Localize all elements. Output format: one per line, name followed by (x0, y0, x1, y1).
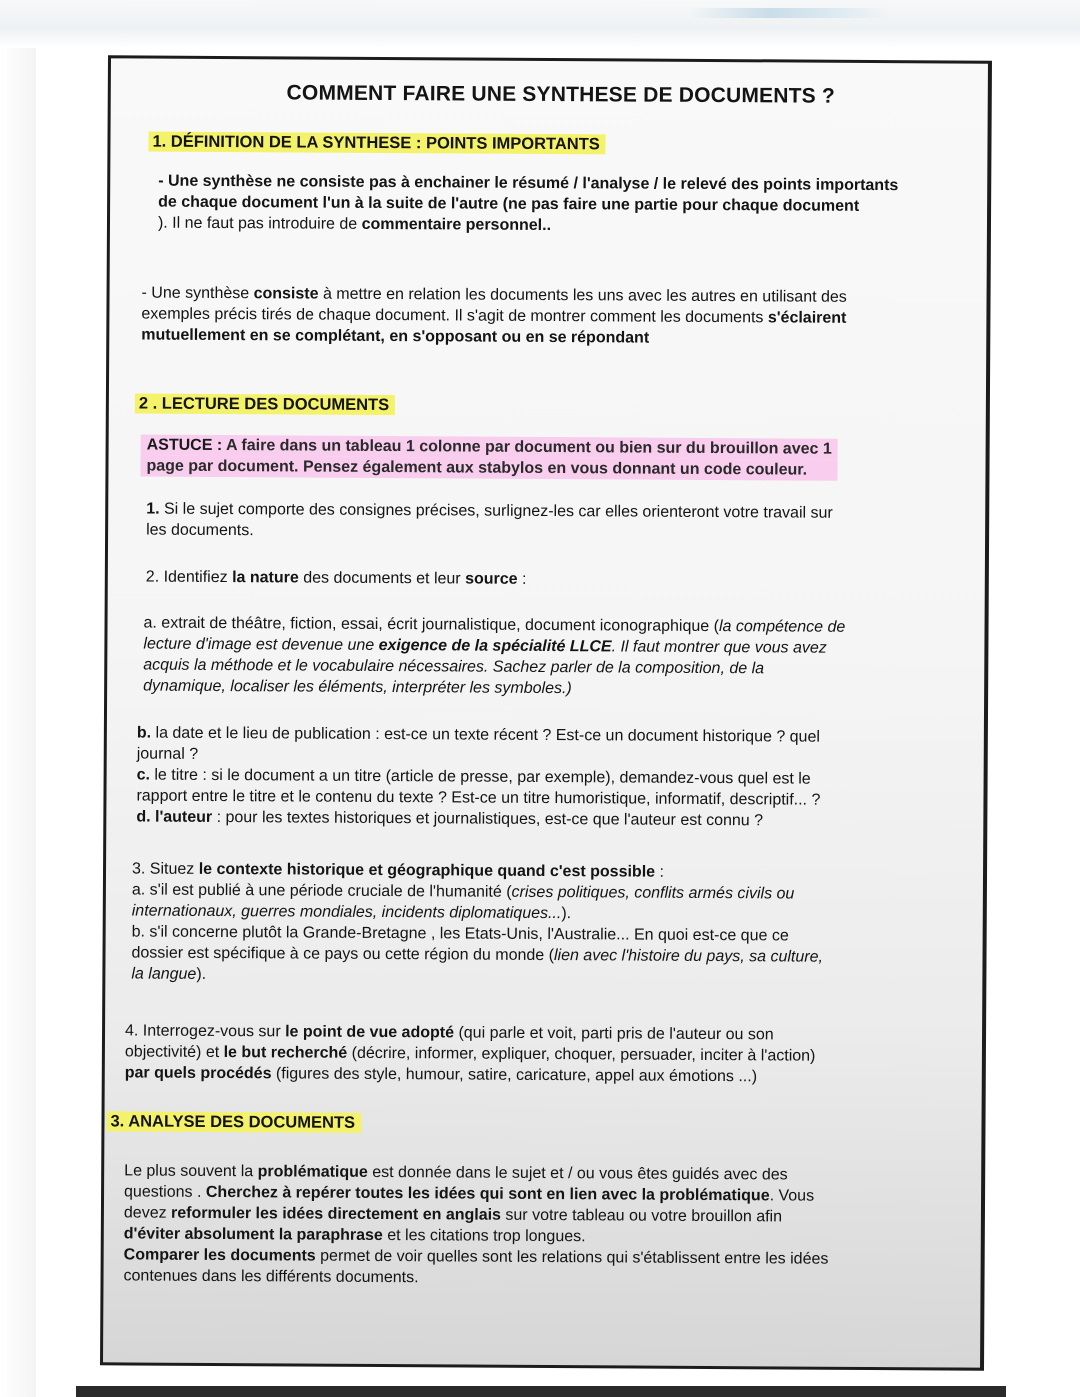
item2c (136, 765, 966, 833)
item4-line1-b: le point de vue adopté (285, 1023, 455, 1042)
item3-line2-a: a. s'il est publié à une période cruciale de l'humanité ( (131, 881, 512, 901)
item4-line2-b: le but recherché (223, 1044, 348, 1062)
s3-line4-b: et les citations trop longues. (382, 1227, 586, 1246)
section1-paragraph1 (158, 171, 958, 239)
s3-line3-b: reformuler les idées directement en anglais (171, 1204, 502, 1224)
item4-line2-a: objectivité) et (124, 1043, 224, 1062)
item2a-line1-b: la compétence de (718, 618, 846, 636)
item3 (131, 858, 972, 989)
item2d-b: : pour les textes historiques et journalistiques, est-ce que l'auteur est connu ? (212, 808, 764, 830)
item4-line3-a: par quels procédés (124, 1064, 272, 1083)
s1p2-line1-b: consiste (253, 285, 319, 303)
item2a-line1-a: a. extrait de théâtre, fiction, essai, écrit journalistique, document iconographique ( (143, 614, 720, 636)
item2c-letter: c. (136, 766, 155, 784)
item3-line5-a: dossier est spécifique à ce pays ou cette région du monde ( (131, 944, 555, 965)
item3-line1-a: 3. Situez (131, 860, 199, 878)
s3-line3-c: sur votre tableau ou votre brouillon afin (500, 1206, 783, 1226)
item3-line3-a: internationaux, guerres mondiales, incidents diplomatiques... (131, 902, 562, 923)
section1-heading: 1. DÉFINITION DE LA SYNTHESE : POINTS IMPORTANTS (148, 132, 605, 155)
item2-b: la nature (232, 569, 299, 587)
s1p1-line2: de chaque document l'un à la suite de l'autre (ne pas faire une partie pour chaque document (158, 193, 860, 215)
item2b (137, 723, 967, 770)
item2a-line2-c: . Il faut montrer que vous avez (611, 638, 827, 657)
item3-line6-b: ). (196, 965, 207, 983)
section2-heading: 2 . LECTURE DES DOCUMENTS (135, 393, 395, 415)
item1-line2: les documents. (146, 521, 254, 540)
s3-line5-a: Comparer les documents (123, 1246, 316, 1265)
item2c-line2: rapport entre le titre et le contenu du texte ? Est-ce un titre humoristique, informatif, descriptif... ? (136, 787, 821, 809)
item4-line3-b: (figures des style, humour, satire, caricature, appel aux émotions ...) (271, 1065, 758, 1086)
item2d-a: d. l'auteur (136, 808, 213, 826)
item2a-line2-a: lecture d'image est devenue une (143, 635, 379, 654)
astuce-box (140, 435, 837, 481)
astuce-line1-text: A faire dans un tableau 1 colonne par document ou bien sur du brouillon avec 1 (222, 437, 832, 458)
s3-line2-c: . Vous (769, 1187, 815, 1205)
section1-paragraph2 (141, 283, 961, 351)
s1p2-line2-b: s'éclairent (767, 309, 847, 327)
section2-heading-wrap (135, 394, 395, 415)
item3-line1-b: le contexte historique et géographique quand c'est possible (198, 860, 656, 881)
photo-background-bottom (76, 1386, 1006, 1397)
item2-c: des documents et leur (298, 569, 466, 588)
item2a (143, 613, 973, 702)
item4-line3 (125, 1062, 975, 1088)
section3-heading-wrap (106, 1112, 361, 1133)
item2a-line3: acquis la méthode et le vocabulaire nécessaires. Sachez parler de la composition, de la (143, 656, 765, 678)
item1-line1-text: Si le sujet comporte des consignes précises, surlignez-les car elles orienteront votre travail sur (163, 500, 833, 522)
s1p2-line3: mutuellement en se complétant, en s'opposant ou en se répondant (141, 326, 650, 347)
s3-line1-b: problématique (257, 1163, 368, 1181)
s1p2-line1-a: - Une synthèse (141, 284, 254, 303)
item4 (125, 1020, 975, 1088)
s1p2-line1-c: à mettre en relation les documents les uns avec les autres en utilisant des (318, 285, 847, 306)
section3-paragraph (123, 1160, 974, 1291)
item3-line1-c: : (655, 863, 665, 881)
item2b-line1-text: la date et le lieu de publication : est-ce un texte récent ? Est-ce un document historique ? quel (155, 724, 820, 746)
light-reflection (690, 8, 890, 18)
s3-line4-a: d'éviter absolument la paraphrase (123, 1225, 383, 1245)
document-page (100, 55, 992, 1370)
photo-background-left (0, 48, 36, 1397)
item4-line1-a: 4. Interrogez-vous sur (124, 1022, 286, 1041)
s1p2-line2-a: exemples précis tirés de chaque document. Il s'agit de montrer comment les documents (141, 305, 768, 327)
s3-line2-a: questions . (124, 1183, 206, 1201)
item2a-line2-b: exigence de la spécialité LLCE (378, 636, 612, 656)
item3-line3-b: ). (561, 905, 572, 923)
item2-a: 2. Identifiez (145, 568, 233, 587)
item3-line4: b. s'il concerne plutôt la Grande-Bretagne , les Etats-Unis, l'Australie... En quoi est-ce que ce (131, 923, 789, 945)
section3-heading: 3. ANALYSE DES DOCUMENTS (106, 1111, 361, 1133)
item3-line5-b: lien avec l'histoire du pays, sa culture, (553, 947, 824, 966)
item4-line1-c: (qui parle et voit, parti pris de l'auteur ou son (453, 1024, 774, 1044)
astuce-line2: page par document. Pensez également aux stabylos en vous donnant un code couleur. (140, 456, 837, 481)
item1 (146, 499, 966, 546)
item2a-line4: dynamique, localiser les éléments, interpréter les symboles.) (143, 677, 572, 698)
item3-line2-b: crises politiques, conflits armés civils ou (511, 883, 795, 903)
s1p1-line3-a: ). Il ne faut pas introduire de (157, 214, 362, 233)
item4-line2-c: (décrire, informer, expliquer, choquer, persuader, inciter à l'action) (347, 1044, 816, 1065)
s3-line5-b: permet de voir quelles sont les relations qui s'établissent entre les idées (315, 1247, 829, 1268)
item3-line6-a: la langue (131, 965, 197, 983)
item1-number: 1. (146, 500, 165, 518)
s3-line3-a: devez (123, 1204, 172, 1222)
item2d (136, 806, 966, 832)
photo-background-top (0, 0, 1080, 48)
item2b-line2: journal ? (136, 745, 199, 763)
item2c-line1-text: le titre : si le document a un titre (article de presse, par exemple), demandez-vous quel est le (154, 766, 811, 788)
s3-line2-b: Cherchez à repérer toutes les idées qui sont en lien avec la problématique (205, 1183, 770, 1205)
item2b-letter: b. (136, 724, 156, 742)
item3-line6 (131, 963, 971, 989)
s3-line1-a: Le plus souvent la (124, 1162, 258, 1181)
s1p1-line1: - Une synthèse ne consiste pas à enchainer le résumé / l'analyse / le relevé des points importants (158, 172, 899, 195)
item2 (146, 567, 966, 593)
astuce-label: ASTUCE : (146, 436, 223, 455)
section1-heading-wrap (148, 133, 605, 155)
document-title: COMMENT FAIRE UNE SYNTHESE DE DOCUMENTS ? (286, 81, 836, 108)
item2-d: source (465, 570, 518, 588)
s3-line1-c: est donnée dans le sujet et / ou vous êtes guidés avec des (367, 1163, 788, 1184)
s1p1-line3-b: commentaire personnel.. (361, 215, 552, 235)
s3-line6: contenues dans les différents documents. (123, 1267, 419, 1287)
item2-e: : (517, 570, 527, 588)
